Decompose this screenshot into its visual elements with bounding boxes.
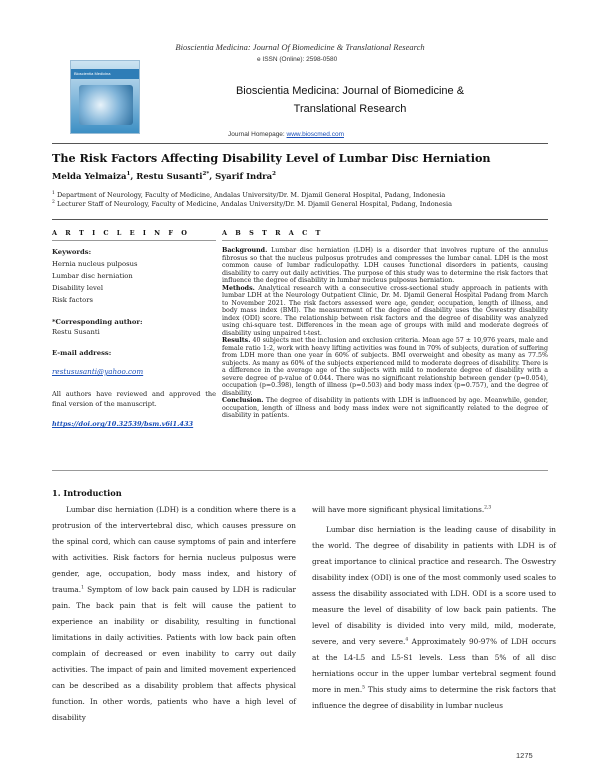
homepage-link[interactable]: www.bioscmed.com [286,131,344,138]
abstract-bottom-divider [52,470,548,471]
keyword: Risk factors [52,296,93,304]
author-list: Melda Yelmaiza$^1$, Restu Susanti$^{2*}$, Syarif Indra$^2$ [52,171,276,182]
page-number: 1275 [516,751,533,760]
keyword: Hernia nucleus pulposus [52,260,138,268]
affiliation-divider [52,219,548,220]
abstract-body: Background. Lumbar disc herniation (LDH) is a disorder that involves rupture of the annulus fibrosus so that the nucleus pulposus protrudes and compresses the lumbar canal. LDH is the most common cause of lumbar radiculopathy. LDH causes functional disorders in patients, causing disability to carry out daily activities. The purpose of this study was to determine the risk factors that influence the degree of disability in lumbar nucleus pulposus herniation. Methods. Analytical research with a consecutive cross-sectional study approach in patients with lumbar LDH at the Neurology Outpatient Clinic, Dr. M. Djamil General Hospital Padang from March to November 2021. The risk factors assessed were age, gender, occupation, length of illness, and body mass index (BMI). The measurement of the degree of disability uses the Oswestry disability index (ODI) score. The relationship between risk factors and the degree of disability was analyzed using chi-square test. Differences in the mean age of groups with mild and moderate degrees of disability using unpaired t-test. Results. 40 subjects met the inclusion and exclusion criteria. Mean age 57 ± 10,976 years, male and female ratio 1:2, work with heavy lifting activities was found in 70% of subjects, duration of suffering from LDH more than one year in 60% of subjects. BMI overweight and obesity as many as 77.5% subjects. As many as 60% of the subjects experienced mild to moderate degrees of disability. There is a difference in the average age of the subjects with mild to moderate degree of disability with a severe degree of p-value of 0.044. There was no significant relationship between gender (p=0.054), occupation (p=0.398), length of illness (p=0.503) and body mass index (p=0.757), and the degree of disability. Conclusion. The degree of disability in patients with LDH is influenced by age. Meanwhile, gender, occupation, length of illness and body mass index were not significantly related to the degree of disability in patients. [222,247,548,419]
header-divider [52,143,548,144]
affiliation-1: $^1$ Department of Neurology, Faculty of Medicine, Andalas University/Dr. M. Djamil General Hospital, Padang, Indonesia [52,191,446,200]
article-info-rule [52,240,216,241]
article-info-heading: A R T I C L E I N F O [52,229,190,237]
abstract-heading: A B S T R A C T [222,229,324,237]
keyword: Lumbar disc herniation [52,272,133,280]
intro-right-column: will have more significant physical limitations.$^{2,3}$ Lumbar disc herniation is the leading cause of disability in the world. The degree of disability in patients with LDH is of great importance to clinical practice and research. The Oswestry disability index (ODI) is one of the most commonly used scales to assess the disability associated with LDH. ODI is a score used to measure the level of disability of low back pain patients. The level of disability is divided into very mild, mild, moderate, severe, and very severe.$^4$ Approximately 90-97% of LDH occurs at the L4-L5 and L5-S1 levels. Less than 5% of all disc herniations occur in the upper lumbar vertebral segment found more in men.$^5$ This study aims to determine the risk factors that influence the degree of disability in lumbar nucleus [312,505,556,710]
cover-illustration [79,85,133,125]
review-note: All authors have reviewed and approved the final version of the manuscript. [52,390,216,408]
article-info-panel [52,248,216,428]
keyword: Disability level [52,284,103,292]
keywords-label: Keywords: [52,248,92,256]
section-heading-introduction: 1. Introduction [52,488,122,498]
doi-link[interactable]: https://doi.org/10.32539/bsm.v6i1.433 [52,420,194,428]
running-header: Bioscientia Medicina: Journal Of Biomedicine & Translational Research [175,42,425,52]
abstract-rule [222,240,548,241]
article-title: The Risk Factors Affecting Disability Level of Lumbar Disc Herniation [52,151,491,165]
journal-title: Bioscientia Medicina: Journal of Biomedicine & Translational Research [235,85,465,115]
email-link[interactable]: restususanti@yahoo.com [52,367,144,376]
corresponding-label: *Corresponding author: [52,318,143,326]
cover-title: Bioscientia Medicina [74,71,111,76]
corresponding-author: Restu Susanti [52,328,100,336]
journal-cover-image [70,60,140,134]
intro-left-column: Lumbar disc herniation (LDH) is a condition where there is a protrusion of the intervertebral disc, which causes pressure on the spinal cord, which can cause symptoms of pain and interfere with activities. Risk factors for hernia nucleus pulposus were gender, age, occupation, body mass index, and history of trauma.$^1$ Symptom of low back pain caused by LDH is radicular pain. The back pain that is felt will cause the patient to experience an inability or disability, resulting in functional limitations in daily activities. Patients with low back pain often complain of decreased or even inability to carry out daily activities. The impact of pain and limited movement experienced can be described as a disability problem that affects physical function. In other words, patients who have a high level of disability [52,505,296,722]
issn: e ISSN (Online): 2598-0580 [257,56,338,63]
journal-homepage: Journal Homepage: www.bioscmed.com [228,131,344,138]
email-label: E-mail address: [52,349,112,357]
affiliation-2: $^2$ Lecturer Staff of Neurology, Faculty of Medicine, Andalas University/Dr. M. Djamil General Hospital, Padang, Indonesia [52,200,452,209]
